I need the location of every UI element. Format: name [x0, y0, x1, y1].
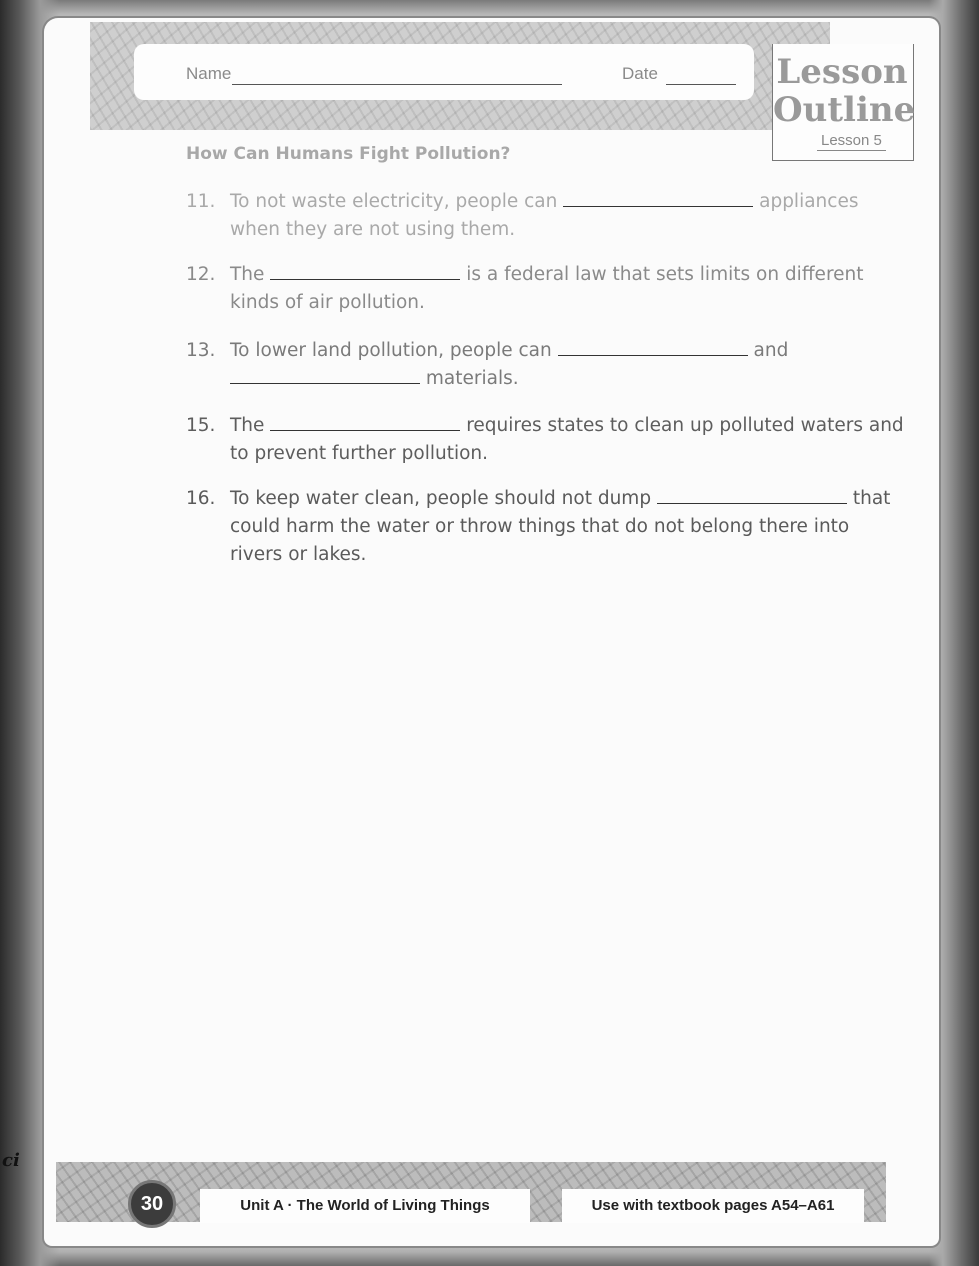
question-text-after: appliances when they are not using them. [230, 191, 859, 240]
date-label: Date [622, 64, 658, 83]
section-heading: How Can Humans Fight Pollution? [186, 144, 511, 164]
name-label: Name [186, 64, 232, 83]
question-text [230, 337, 906, 393]
question-text [230, 188, 906, 244]
answer-blank[interactable] [563, 188, 753, 207]
scan-edge-text: ci [2, 1150, 20, 1171]
question-number: 13. [186, 340, 216, 361]
question-text-before: To keep water clean, people should not dump [230, 488, 652, 509]
question-number: 11. [186, 191, 216, 212]
question-text-before: To not waste electricity, people can [230, 191, 558, 212]
answer-blank[interactable] [270, 412, 460, 431]
date-field[interactable] [666, 84, 736, 85]
question-text-middle: and [753, 340, 789, 361]
lesson-title-line2: Outline [773, 90, 916, 130]
question-text-after: is a federal law that sets limits on different kinds of air pollution. [230, 264, 864, 313]
question-number: 16. [186, 488, 216, 509]
lesson-outline-box [772, 44, 914, 161]
lesson-title-line1: Lesson [776, 52, 908, 92]
answer-blank[interactable] [657, 485, 847, 504]
page-number-badge: 30 [128, 1180, 176, 1228]
answer-blank-1[interactable] [558, 337, 748, 356]
lesson-number: Lesson 5 [817, 132, 886, 151]
name-field[interactable] [232, 84, 562, 85]
question-text [230, 412, 906, 468]
question-text [230, 261, 906, 317]
question-number: 15. [186, 415, 216, 436]
answer-blank-2[interactable] [230, 365, 420, 384]
worksheet-page [44, 18, 939, 1246]
question-text [230, 485, 906, 569]
textbook-pages: Use with textbook pages A54–A61 [562, 1189, 864, 1223]
question-text-after: requires states to clean up polluted waters and to prevent further pollution. [230, 415, 904, 464]
question-text-before: The [230, 415, 265, 436]
name-date-box [134, 44, 754, 100]
question-text-before: To lower land pollution, people can [230, 340, 552, 361]
question-text-before: The [230, 264, 265, 285]
question-text-after: that could harm the water or throw things that do not belong there into rivers or lakes. [230, 488, 891, 565]
question-number: 12. [186, 264, 216, 285]
question-text-after: materials. [425, 368, 519, 389]
unit-title: Unit A · The World of Living Things [200, 1189, 530, 1223]
answer-blank[interactable] [270, 261, 460, 280]
